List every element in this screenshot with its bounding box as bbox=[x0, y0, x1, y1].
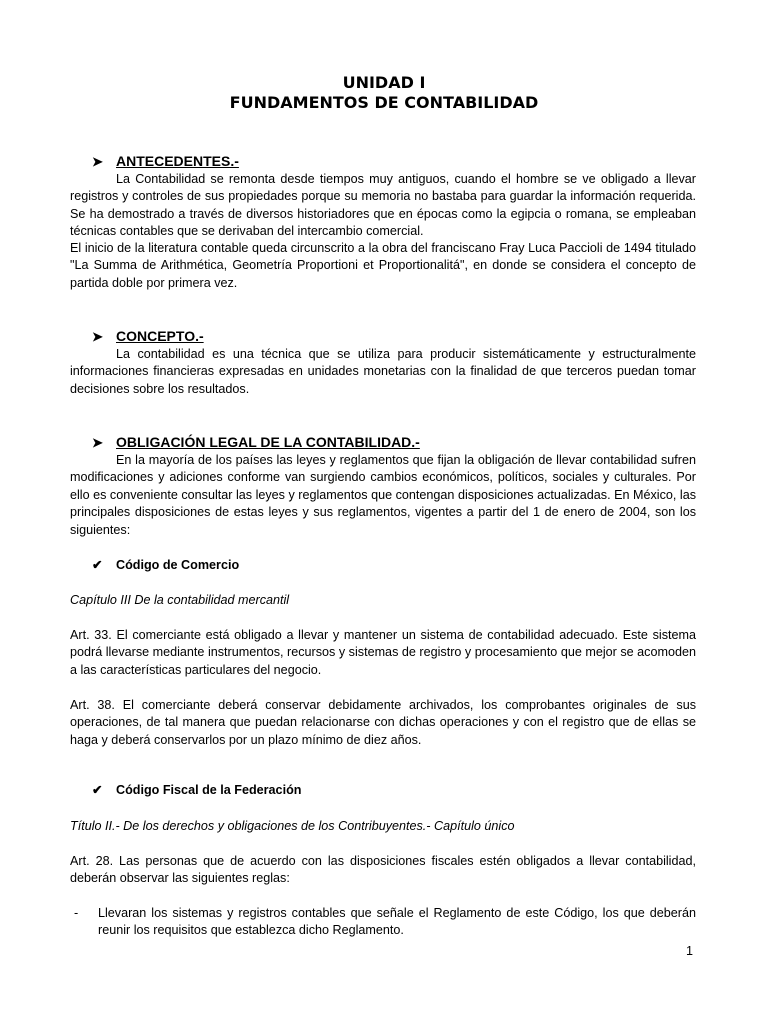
page-number: 1 bbox=[686, 944, 694, 958]
subheading-codigo-comercio bbox=[92, 557, 239, 574]
article-28: Art. 28. Las personas que de acuerdo con las disposiciones fiscales estén obligados a llevar contabilidad, deberán observar las siguientes reglas: bbox=[70, 854, 696, 886]
subheading-text: Código de Comercio bbox=[116, 558, 240, 572]
list-bullet-dash: - bbox=[74, 906, 79, 920]
article-33: Art. 33. El comerciante está obligado a llevar y mantener un sistema de contabilidad adecuado. Este sistema podrá llevarse mediante instrumentos, recursos y sistemas de registro y procesamiento que mejor se acomoden a las características particulares del negocio. bbox=[70, 628, 696, 677]
subheading-codigo-fiscal bbox=[92, 782, 301, 799]
arrow-bullet-icon: ➤ bbox=[92, 329, 103, 344]
section-heading-antecedentes bbox=[92, 152, 239, 171]
chapter-title-comercio: Capítulo III De la contabilidad mercantil bbox=[70, 593, 290, 607]
document-title: FUNDAMENTOS DE CONTABILIDAD bbox=[229, 93, 539, 112]
checkmark-icon: ✔ bbox=[92, 783, 103, 797]
section-heading-concepto bbox=[92, 327, 204, 346]
paragraph-obligacion: En la mayoría de los países las leyes y reglamentos que fijan la obligación de llevar contabilidad sufren modificaciones y adiciones conforme van surgiendo cambios económicos, políticos, sociales y culturales. Por ello es conveniente consultar las leyes y reglamentos que contengan disposiciones actualizadas. En México, las principales disposiciones de estas leyes y sus reglamentos, vigentes a partir del 1 de enero de 2004, son los siguientes: bbox=[70, 453, 696, 537]
paragraph-antecedentes-2: El inicio de la literatura contable queda circunscrito a la obra del franciscano Fray Luca Paccioli de 1494 titulado "La Summa de Arithmética, Geometría Proportioni et Proportionalitá", en donde se considera el concepto de partida doble por primera vez. bbox=[70, 241, 696, 290]
arrow-bullet-icon: ➤ bbox=[92, 154, 103, 169]
paragraph-concepto: La contabilidad es una técnica que se utiliza para producir sistemáticamente y estructuralmente informaciones financieras expresadas en unidades monetarias con la finalidad de que terceros puedan tomar decisiones sobre los resultados. bbox=[70, 347, 696, 396]
document-title-unit: UNIDAD I bbox=[342, 73, 426, 92]
list-item: Llevaran los sistemas y registros contables que señale el Reglamento de este Código, los que deberán reunir los requisitos que establezca dicho Reglamento. bbox=[98, 906, 696, 938]
article-38: Art. 38. El comerciante deberá conservar debidamente archivados, los comprobantes originales de sus operaciones, de tal manera que puedan relacionarse con dichas operaciones y con el registro que de ellas se haga y deberá conservarlos por un plazo mínimo de diez años. bbox=[70, 698, 696, 747]
section-heading-obligacion bbox=[92, 433, 420, 452]
section-heading-text: CONCEPTO.- bbox=[116, 328, 204, 344]
paragraph-antecedentes-1: La Contabilidad se remonta desde tiempos muy antiguos, cuando el hombre se ve obligado a llevar registros y controles de sus propiedades porque su memoria no bastaba para guardar la información requerida. Se ha demostrado a través de diversos historiadores que en épocas como la egipcia o romana, se empleaban técnicas contables que se derivaban del intercambio comercial. bbox=[70, 172, 696, 239]
checkmark-icon: ✔ bbox=[92, 558, 103, 572]
section-heading-text: OBLIGACIÓN LEGAL DE LA CONTABILIDAD.- bbox=[116, 434, 420, 450]
arrow-bullet-icon: ➤ bbox=[92, 435, 103, 450]
chapter-title-fiscal: Título II.- De los derechos y obligaciones de los Contribuyentes.- Capítulo único bbox=[70, 819, 515, 833]
subheading-text: Código Fiscal de la Federación bbox=[116, 783, 302, 797]
section-heading-text: ANTECEDENTES.- bbox=[116, 153, 239, 169]
